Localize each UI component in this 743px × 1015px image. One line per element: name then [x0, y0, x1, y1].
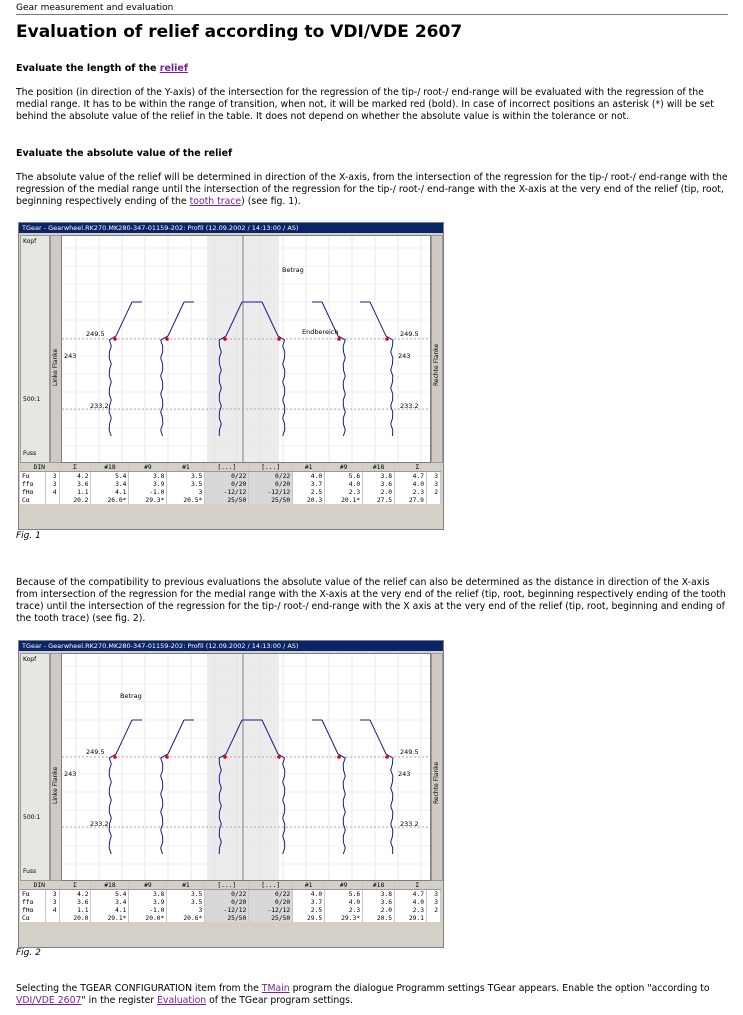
right-flank-label: Rechte Flanke	[433, 761, 440, 804]
column-header: [...]	[205, 463, 249, 472]
kopf-label: Kopf	[23, 238, 37, 245]
y-label-upper-left: 249.5	[86, 330, 105, 338]
y-label-lower-right: 233.2	[400, 402, 419, 410]
breadcrumb: Gear measurement and evaluation	[16, 3, 728, 15]
y-label-lower-right: 233.2	[400, 820, 419, 828]
column-header: #1	[167, 463, 205, 472]
footer-text: Selecting the	[16, 983, 81, 994]
table-cell: 20.5*	[167, 496, 205, 504]
table-row	[20, 480, 441, 488]
column-header: #1	[293, 463, 325, 472]
table-cell: 3.8	[129, 890, 167, 899]
page-title: Evaluation of relief according to VDI/VDE 2607	[16, 22, 463, 42]
table-row	[20, 906, 441, 914]
table-cell: 3.4	[91, 480, 129, 488]
kopf-label: Kopf	[23, 656, 37, 663]
paragraph-text: ) (see fig. 1).	[241, 196, 301, 207]
left-flank-label: Linke Flanke	[52, 348, 59, 386]
table-cell: 4.0	[293, 472, 325, 481]
table-cell: 4.0	[395, 898, 427, 906]
column-header: #9	[129, 881, 167, 890]
y-label-lower-left: 233.2	[90, 402, 109, 410]
column-header: Σ	[395, 463, 441, 472]
intersection-marker	[113, 755, 117, 759]
table-cell: 3.8	[363, 890, 395, 899]
table-cell: 25/50	[249, 496, 293, 504]
table-cell: 29.1	[395, 914, 427, 922]
table-cell: -12/12	[249, 906, 293, 914]
table-cell: 5.4	[91, 472, 129, 481]
table-row	[20, 890, 441, 899]
table-cell: Cα	[20, 914, 45, 922]
paragraph-compatibility: Because of the compatibility to previous evaluations the absolute value of the relief can also be determined as the distance in direction of the X-axis from intersection of the regression for the medial range with the X-axis at the very end of the relief (tip, root, beginning respectively ending of the tooth trace) until the intersection of the regression for the tip-/ root-/ end-range with the X axis at the very end of the relief (tip, root, beginning and ending of the tooth trace) (see fig. 2).	[16, 577, 726, 624]
evaluation-table	[20, 463, 441, 504]
paragraph-footer	[16, 983, 728, 1007]
right-flank-strip	[431, 653, 443, 881]
table-cell: 20.5	[363, 914, 395, 922]
column-header: [...]	[205, 881, 249, 890]
table-cell: 4.1	[91, 906, 129, 914]
y-label-mid-right: 243	[398, 770, 411, 778]
table-cell: 0/20	[249, 898, 293, 906]
y-label-upper-right: 249.5	[400, 330, 419, 338]
table-row	[20, 472, 441, 481]
right-flank-strip	[431, 235, 443, 463]
table-cell: 20.0	[59, 914, 91, 922]
table-cell: 0/22	[249, 472, 293, 481]
table-cell: 1.1	[59, 906, 91, 914]
column-header: Σ	[395, 881, 441, 890]
column-header: Σ	[59, 881, 91, 890]
table-cell	[45, 914, 59, 922]
table-cell: 3.4	[91, 898, 129, 906]
table-cell: 3.7	[293, 480, 325, 488]
table-cell	[426, 496, 440, 504]
table-row	[20, 488, 441, 496]
tmain-link[interactable]: TMain	[261, 983, 290, 994]
table-cell: 20.1*	[325, 496, 363, 504]
column-header: [...]	[249, 881, 293, 890]
column-header: #9	[325, 463, 363, 472]
table-cell: 0/22	[205, 890, 249, 899]
scale-panel	[20, 653, 50, 881]
table-cell: 3.5	[167, 480, 205, 488]
profile-plot	[61, 235, 431, 463]
table-cell: 4.2	[59, 472, 91, 481]
annotation-endbereich: Endbereich	[302, 328, 339, 336]
section-heading-length	[16, 63, 188, 74]
table-cell	[426, 914, 440, 922]
table-cell: 27.5	[363, 496, 395, 504]
table-cell: 4.7	[395, 890, 427, 899]
table-cell: Fα	[20, 472, 45, 481]
table-row	[20, 898, 441, 906]
paragraph-length: The position (in direction of the Y-axis) of the intersection for the regression of the tip-/ root-/ end-range will be evaluated with the regression of the medial range. It has to be within the range of transition, when not, it will be marked red (bold). In case of incorrect positions an asterisk (*) will be set behind the absolute value of the relief in the table. It does not depend on whether the absolute value is within the tolerance or not.	[16, 87, 714, 122]
profile-trace	[370, 302, 393, 436]
table-cell: 5.6	[325, 890, 363, 899]
footer-text: " in the register	[81, 995, 158, 1006]
table-row	[20, 496, 441, 504]
intersection-marker	[223, 755, 227, 759]
table-cell: 3.7	[293, 898, 325, 906]
table-cell: fHα	[20, 906, 45, 914]
column-header: #9	[325, 881, 363, 890]
table-cell: 4.2	[59, 890, 91, 899]
table-cell: 0/20	[249, 480, 293, 488]
table-cell: 3	[167, 488, 205, 496]
table-cell: 3	[45, 472, 59, 481]
table-cell: 3	[45, 480, 59, 488]
profile-trace	[161, 720, 184, 854]
profile-trace	[322, 720, 345, 854]
profile-trace	[109, 302, 132, 436]
table-cell: 4.0	[293, 890, 325, 899]
table-cell: 25/50	[249, 914, 293, 922]
table-cell: 29.3*	[129, 496, 167, 504]
table-cell: 3.9	[129, 898, 167, 906]
table-cell: 1.1	[59, 488, 91, 496]
column-header: #18	[363, 881, 395, 890]
table-cell: -12/12	[205, 488, 249, 496]
relief-link[interactable]: relief	[159, 63, 188, 74]
table-cell: 2.3	[395, 488, 427, 496]
window-title[interactable]: TGear - Gearwheel.RK270.MK280-347-01159-202: Profil (12.09.2002 / 14:13:00 / AS)	[19, 641, 443, 651]
column-header: [...]	[249, 463, 293, 472]
column-header: #1	[167, 881, 205, 890]
table-cell: 3	[426, 480, 440, 488]
table-cell: 3.9	[129, 480, 167, 488]
table-cell: 3.5	[167, 890, 205, 899]
table-cell: -12/12	[249, 488, 293, 496]
table-cell: 3	[426, 472, 440, 481]
table-cell: 0/22	[205, 472, 249, 481]
footer-text: item from the	[192, 983, 262, 994]
table-cell: 3.6	[363, 898, 395, 906]
figure-2-caption: Fig. 2	[16, 948, 41, 958]
profile-trace	[370, 720, 393, 854]
table-cell: 0/20	[205, 480, 249, 488]
profile-chart-svg	[62, 654, 430, 880]
table-cell: 2.5	[293, 906, 325, 914]
table-cell: 3.8	[129, 472, 167, 481]
heading-text: Evaluate the length of the	[16, 63, 157, 74]
profile-trace	[109, 720, 132, 854]
footer-tgear: TGEAR CONFIGURATION	[80, 983, 193, 994]
vdi-vde-link[interactable]: VDI/VDE 2607	[16, 995, 82, 1006]
profile-chart-svg	[62, 236, 430, 462]
left-flank-label: Linke Flanke	[52, 766, 59, 804]
table-cell: -12/12	[205, 906, 249, 914]
table-cell: 29.1*	[91, 914, 129, 922]
footer-text: program the dialogue Programm settings TGear appears. Enable the option "according to	[289, 983, 710, 994]
table-cell: 3.5	[167, 472, 205, 481]
y-label-upper-right: 249.5	[400, 748, 419, 756]
column-header: #18	[91, 881, 129, 890]
column-header: #18	[363, 463, 395, 472]
y-label-lower-left: 233.2	[90, 820, 109, 828]
intersection-marker	[277, 337, 281, 341]
paragraph-absolute	[16, 172, 728, 208]
table-cell: 3	[426, 890, 440, 899]
footer-text: of the TGear program settings.	[206, 995, 353, 1006]
table-cell: 4	[45, 488, 59, 496]
window-title[interactable]: TGear - Gearwheel.RK270.MK280-347-01159-202: Profil (12.09.2002 / 14:13:00 / AS)	[19, 223, 443, 233]
table-cell: 3.6	[363, 480, 395, 488]
table-cell: 3	[45, 890, 59, 899]
table-header	[20, 881, 441, 890]
table-cell: 20.6*	[167, 914, 205, 922]
table-cell: 2.3	[325, 906, 363, 914]
ratio-label: 500:1	[23, 396, 41, 403]
table-cell: 3.5	[167, 898, 205, 906]
right-flank-label: Rechte Flanke	[433, 343, 440, 386]
section-heading-absolute: Evaluate the absolute value of the relief	[16, 148, 233, 159]
figure-2-window	[18, 640, 444, 948]
table-cell: 4.0	[325, 898, 363, 906]
table-cell: 5.4	[91, 890, 129, 899]
fuss-label: Fuss	[23, 868, 37, 875]
table-cell: 3.6	[59, 898, 91, 906]
profile-plot	[61, 653, 431, 881]
evaluation-table	[20, 881, 441, 922]
table-cell: 3	[167, 906, 205, 914]
table-cell: Cα	[20, 496, 45, 504]
ratio-label: 500:1	[23, 814, 41, 821]
fuss-label: Fuss	[23, 450, 37, 457]
y-label-mid-left: 243	[64, 770, 77, 778]
table-cell: 25/50	[205, 496, 249, 504]
table-cell: 3.8	[363, 472, 395, 481]
table-cell: 2.3	[395, 906, 427, 914]
table-cell: 0/20	[205, 898, 249, 906]
table-cell	[45, 496, 59, 504]
table-cell: 4.7	[395, 472, 427, 481]
table-cell: 2.0	[363, 488, 395, 496]
intersection-marker	[165, 337, 169, 341]
tooth-trace-link[interactable]: tooth trace	[189, 196, 242, 207]
table-cell: 26.0*	[91, 496, 129, 504]
table-cell: 20.0*	[129, 914, 167, 922]
table-cell: 4	[45, 906, 59, 914]
column-header: DIN	[20, 881, 59, 890]
table-cell: 5.6	[325, 472, 363, 481]
table-cell: fHα	[20, 488, 45, 496]
table-cell: 29.3*	[325, 914, 363, 922]
y-label-upper-left: 249.5	[86, 748, 105, 756]
table-cell: Fα	[20, 890, 45, 899]
profile-trace	[322, 302, 345, 436]
evaluation-link[interactable]: Evaluation	[157, 995, 207, 1006]
intersection-marker	[277, 755, 281, 759]
figure-1-caption: Fig. 1	[16, 531, 41, 541]
table-cell: 0/22	[249, 890, 293, 899]
intersection-marker	[337, 755, 341, 759]
y-label-mid-right: 243	[398, 352, 411, 360]
table-header	[20, 463, 441, 472]
profile-trace	[161, 302, 184, 436]
table-cell: 27.9	[395, 496, 427, 504]
table-cell: 2	[426, 906, 440, 914]
table-cell: 3	[45, 898, 59, 906]
annotation-betrag: Betrag	[120, 692, 142, 700]
table-cell: 20.3	[293, 496, 325, 504]
table-cell: 29.5	[293, 914, 325, 922]
table-cell: 3.6	[59, 480, 91, 488]
table-cell: 25/50	[205, 914, 249, 922]
intersection-marker	[337, 337, 341, 341]
y-label-mid-left: 243	[64, 352, 77, 360]
table-cell: 2	[426, 488, 440, 496]
column-header: #18	[91, 463, 129, 472]
table-row	[20, 914, 441, 922]
scale-panel	[20, 235, 50, 463]
table-cell: 4.0	[325, 480, 363, 488]
table-cell: ffα	[20, 480, 45, 488]
table-cell: ffα	[20, 898, 45, 906]
intersection-marker	[385, 755, 389, 759]
intersection-marker	[385, 337, 389, 341]
table-cell: -1.0	[129, 906, 167, 914]
table-cell: 2.5	[293, 488, 325, 496]
column-header: Σ	[59, 463, 91, 472]
column-header: #9	[129, 463, 167, 472]
figure-1-window	[18, 222, 444, 530]
table-cell: 20.2	[59, 496, 91, 504]
table-cell: 3	[426, 898, 440, 906]
table-cell: -1.0	[129, 488, 167, 496]
annotation-betrag: Betrag	[282, 266, 304, 274]
table-cell: 4.1	[91, 488, 129, 496]
intersection-marker	[165, 755, 169, 759]
table-cell: 2.0	[363, 906, 395, 914]
intersection-marker	[223, 337, 227, 341]
paragraph-text: The absolute value of the relief will be determined in direction of the X-axis, from the intersection of the regression for the tip-/ root-/ end-range with the regression of the medial range until the intersection of the regression for the tip-/ root-/ end-range with the X-axis at the very end of the relief (tip, root, beginning respectively ending of the	[16, 172, 728, 207]
column-header: #1	[293, 881, 325, 890]
column-header: DIN	[20, 463, 59, 472]
intersection-marker	[113, 337, 117, 341]
table-cell: 4.0	[395, 480, 427, 488]
table-cell: 2.3	[325, 488, 363, 496]
